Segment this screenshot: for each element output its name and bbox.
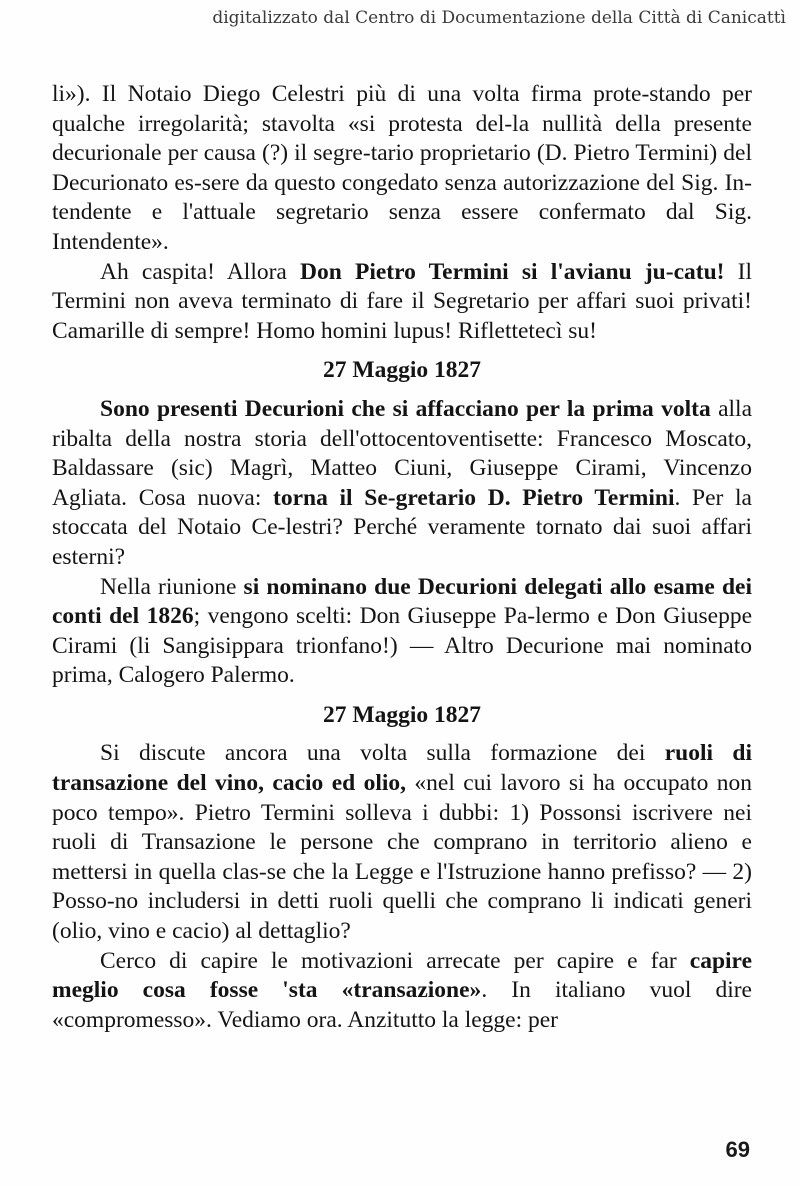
- page-body-text: [52, 80, 752, 1035]
- bold-text-run: Sono presenti Decurioni che si affacciano per la prima volta: [100, 395, 711, 422]
- page-number: 69: [725, 1137, 750, 1162]
- body-paragraph: [52, 258, 752, 347]
- text-run: Nella riunione: [100, 573, 244, 600]
- body-paragraph: [52, 947, 752, 1036]
- text-run: alla ribalta della nostra storia dell'ottocentoventisette: Francesco Moscato, Baldassare (sic) Magrì, Matteo Ciuni, Giuseppe Cirami, Vincenzo Agliata. Cosa nuova:: [52, 395, 752, 511]
- body-paragraph: [52, 395, 752, 573]
- body-paragraph: [52, 739, 752, 946]
- text-run: Cerco di capire le motivazioni arrecate per capire e far: [100, 947, 690, 974]
- text-run: Ah caspita! Allora: [100, 258, 301, 285]
- bold-text-run: si nominano due Decurioni delegati allo esame dei conti del 1826: [52, 573, 752, 630]
- body-paragraph: [52, 80, 752, 258]
- text-run: ; vengono scelti: Don Giuseppe Pa-lermo e Don Giuseppe Cirami (li Sangisippara trionfano!) — Altro Decurione mai nominato prima, Calogero Palermo.: [52, 603, 752, 689]
- text-run: . In italiano vuol dire «compromesso». Vediamo ora. Anzitutto la legge: per: [52, 977, 752, 1033]
- section-date-heading: 27 Maggio 1827: [323, 701, 481, 728]
- text-run: Il Termini non aveva terminato di fare il Segretario per affari suoi privati! Camarille di sempre! Homo homini lupus! Riflettetecì su!: [52, 258, 753, 344]
- bold-text-run: ruoli di transazione del vino, cacio ed olio,: [52, 740, 752, 797]
- bold-text-run: torna il Se-gretario D. Pietro Termini: [273, 484, 675, 511]
- bold-text-run: capire meglio cosa fosse 'sta «transazione»: [52, 947, 752, 1004]
- text-run: Si discute ancora una volta sulla formazione dei: [100, 740, 665, 767]
- body-paragraph: [52, 573, 752, 691]
- digitization-note: digitalizzato dal Centro di Documentazione della Città di Canicattì: [212, 8, 786, 28]
- text-run: «nel cui lavoro si ha occupato non poco tempo». Pietro Termini solleva i dubbi: 1) Possonsi iscrivere nei ruoli di Transazione le persone che comprano in territorio alieno e mettersi in quella clas-se che la Legge e l'Istruzione hanno prefisso? — 2) Posso-no includersi in detti ruoli quelli che comprano li indicati generi (olio, vino e cacio) al dettaglio?: [52, 770, 752, 945]
- text-run: li»). Il Notaio Diego Celestri più di una volta firma prote-stando per qualche irregolarità; stavolta «si protesta del-la nullità della presente decurionale per causa (?) il segre-tario proprietario (D. Pietro Termini) del Decurionato es-sere da questo congedato senza autorizzazione del Sig. In-tendente e l'attuale segretario senza essere confermato dal Sig. Intendente».: [52, 81, 752, 255]
- bold-text-run: Don Pietro Termini si l'avianu ju-catu!: [300, 258, 725, 285]
- text-run: . Per la stoccata del Notaio Ce-lestri? Perché veramente tornato dai suoi affari esterni?: [52, 484, 752, 570]
- section-date-heading: 27 Maggio 1827: [323, 357, 481, 384]
